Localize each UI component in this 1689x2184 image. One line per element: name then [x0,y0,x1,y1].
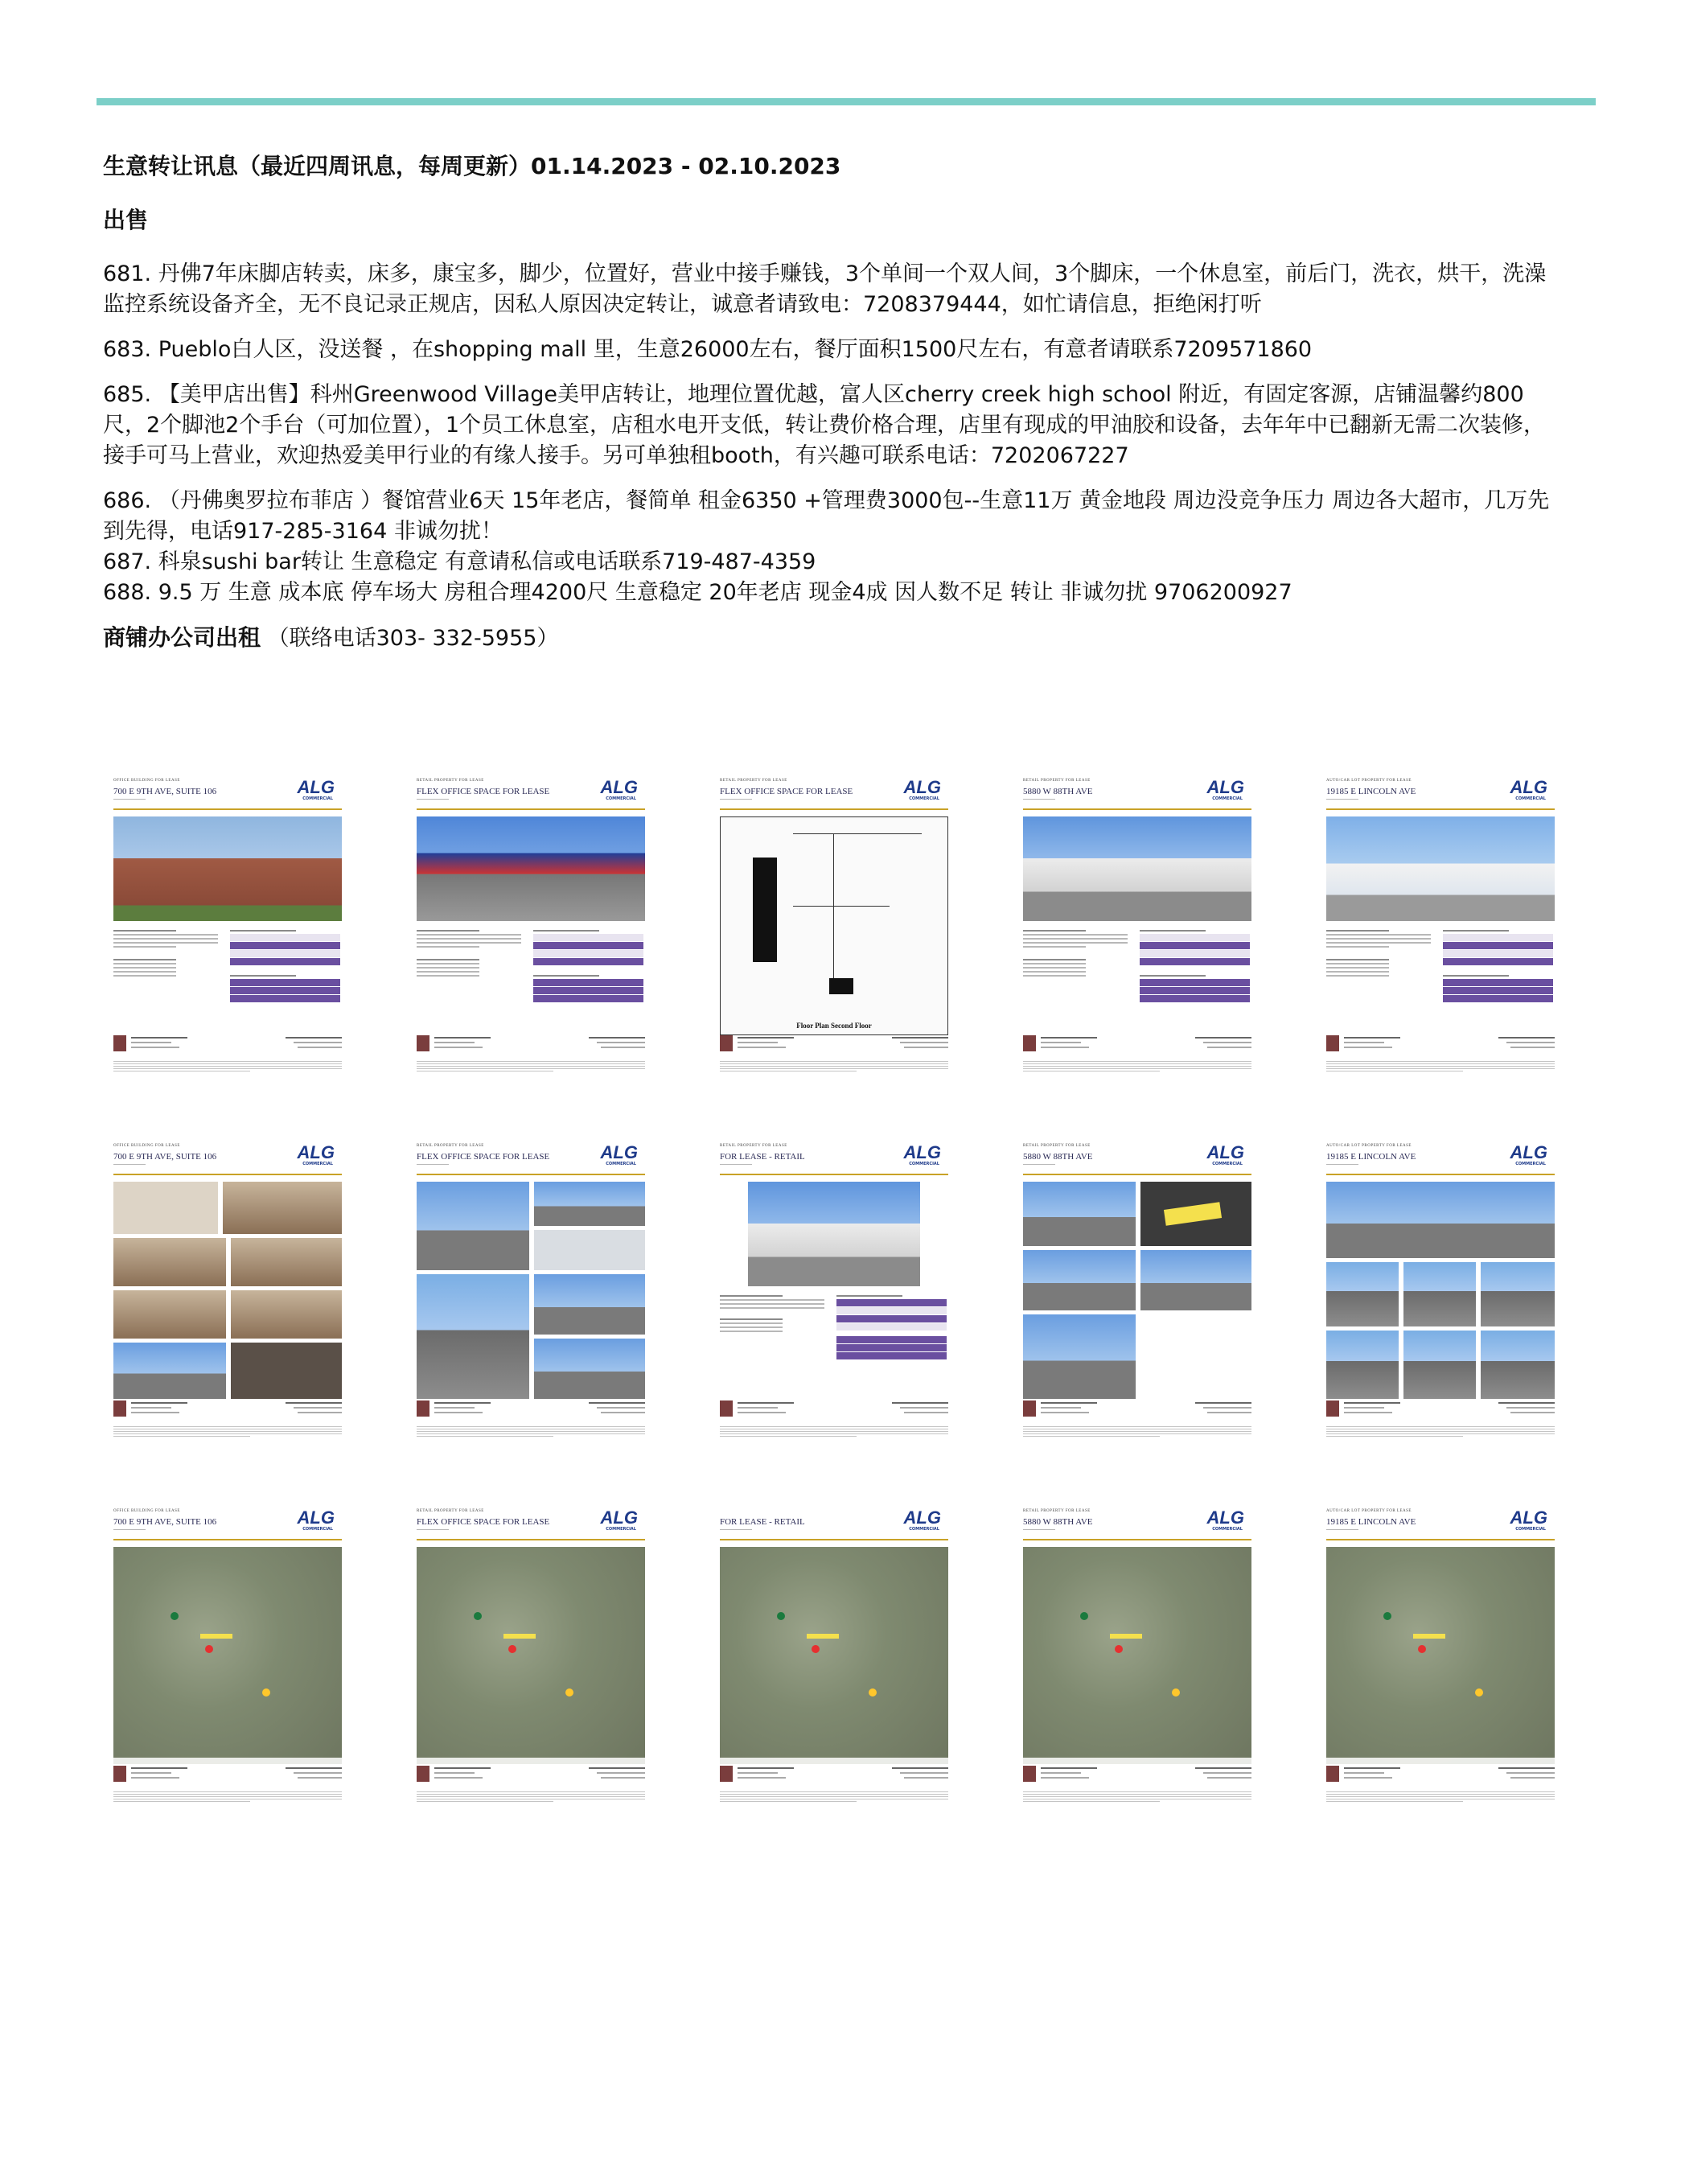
alg-logo-subtitle: COMMERCIAL [1212,796,1243,801]
agent-contact [1326,1766,1555,1783]
flyer-category: RETAIL PROPERTY FOR LEASE [417,1144,484,1148]
agent-contact [417,1400,645,1418]
alg-logo: ALG [903,777,941,797]
title-rule [720,1539,948,1540]
flyer-category: RETAIL PROPERTY FOR LEASE [720,779,787,783]
alg-logo: ALG [1510,1142,1547,1162]
agent-avatar [720,1035,733,1051]
alg-logo: ALG [1206,777,1244,797]
alg-logo: ALG [600,1507,638,1528]
disclaimer [417,1790,645,1804]
property-photo [1326,816,1555,921]
photo-collage [1326,1182,1555,1399]
alg-logo-subtitle: COMMERCIAL [302,1162,333,1166]
lease-flyer [111,1507,344,1824]
agent-avatar [113,1035,126,1051]
alg-logo-subtitle: COMMERCIAL [909,1162,939,1166]
property-details [720,1293,948,1393]
lease-flyer [1324,1141,1557,1459]
flyer-category: AUTO/CAR LOT PROPERTY FOR LEASE [1326,779,1412,783]
agent-contact [720,1766,948,1783]
title-rule [1023,1539,1251,1540]
agent-contact [720,1400,948,1418]
flyer-title: 19185 E LINCOLN AVE [1326,1517,1416,1527]
flyer-address-line [417,1164,449,1165]
agent-contact [113,1035,342,1053]
flyer-category: RETAIL PROPERTY FOR LEASE [1023,1144,1091,1148]
alg-logo-subtitle: COMMERCIAL [1515,1162,1546,1166]
title-rule [113,1174,342,1175]
flyer-category: OFFICE BUILDING FOR LEASE [113,1509,180,1513]
aerial-map [417,1547,645,1764]
disclaimer [1023,1059,1251,1073]
agent-avatar [417,1766,429,1782]
lease-flyer [1021,1507,1254,1824]
flyer-title: FLEX OFFICE SPACE FOR LEASE [720,787,853,796]
lease-flyer [414,776,647,1094]
agent-contact [1023,1035,1251,1053]
alg-logo-subtitle: COMMERCIAL [1212,1162,1243,1166]
lease-flyer [1324,1507,1557,1824]
alg-logo: ALG [297,1507,335,1528]
agent-avatar [113,1400,126,1417]
flyer-title: FLEX OFFICE SPACE FOR LEASE [417,1517,550,1527]
aerial-map [1023,1547,1251,1764]
photo-collage [1023,1182,1251,1399]
title-rule [720,1174,948,1175]
offering-summary-table [230,927,340,1003]
aerial-map [720,1547,948,1764]
agent-contact [1326,1035,1555,1053]
agent-avatar [1326,1400,1339,1417]
floor-plan-caption: Floor Plan Second Floor [796,1022,872,1030]
agent-contact [720,1035,948,1053]
flyer-category: RETAIL PROPERTY FOR LEASE [720,1144,787,1148]
flyer-category: OFFICE BUILDING FOR LEASE [113,1144,180,1148]
flyer-address-line [417,1529,449,1530]
agent-avatar [417,1035,429,1051]
agent-avatar [113,1766,126,1782]
alg-logo: ALG [903,1142,941,1162]
disclaimer [720,1059,948,1073]
flyer-title: 5880 W 88TH AVE [1023,1517,1093,1527]
flyer-address-line [1326,799,1358,800]
lease-heading: 商铺办公司出租 [103,624,261,651]
flyer-title: 5880 W 88TH AVE [1023,787,1093,796]
flyer-title: 5880 W 88TH AVE [1023,1152,1093,1162]
title-rule [720,808,948,810]
flyer-address-line [720,799,752,800]
flyer-address-line [113,799,146,800]
lease-flyer [717,1507,951,1824]
flyer-title: 19185 E LINCOLN AVE [1326,787,1416,796]
alg-logo-subtitle: COMMERCIAL [909,796,939,801]
property-details [113,927,342,1028]
title-rule [1023,1174,1251,1175]
agent-contact [1023,1400,1251,1418]
agent-contact [1326,1400,1555,1418]
flyer-category: RETAIL PROPERTY FOR LEASE [417,779,484,783]
agent-avatar [417,1400,429,1417]
lease-flyer [414,1141,647,1459]
agent-avatar [720,1400,733,1417]
alg-logo: ALG [297,777,335,797]
title-rule [1326,1539,1555,1540]
flyer-category: RETAIL PROPERTY FOR LEASE [417,1509,484,1513]
flyer-category: AUTO/CAR LOT PROPERTY FOR LEASE [1326,1144,1412,1148]
flyer-title: FLEX OFFICE SPACE FOR LEASE [417,1152,550,1162]
alg-logo-subtitle: COMMERCIAL [302,1527,333,1532]
property-photo [748,1182,920,1286]
title-rule [113,808,342,810]
disclaimer [1326,1790,1555,1804]
alg-logo-subtitle: COMMERCIAL [606,1527,636,1532]
flyer-title: FOR LEASE - RETAIL [720,1517,805,1527]
listing-685: 685. 【美甲店出售】科州Greenwood Village美甲店转让，地理位置优越，富人区cherry creek high school 附近，有固定客源，店铺温馨约800尺，2个脚池2个手台（可加位置），1个员工休息室，店租水电开支低，转让费价格合理，店里有现成的甲油胶和设备，去年年中已翻新无需二次装修，接手可马上营业，欢迎热爱美甲行业的有缘人接手。另可单独租booth，有兴趣可联系电话：7202067227 [103,382,1546,468]
flyer-address-line [1023,1529,1055,1530]
alg-logo: ALG [1510,777,1547,797]
agent-contact [113,1766,342,1783]
agent-avatar [720,1766,733,1782]
flyer-title: FOR LEASE - RETAIL [720,1152,805,1162]
disclaimer [1023,1790,1251,1804]
property-photo [113,816,342,921]
agent-avatar [1023,1766,1036,1782]
alg-logo-subtitle: COMMERCIAL [606,796,636,801]
listing-688: 688. 9.5 万 生意 成本底 停车场大 房租合理4200尺 生意稳定 20年老店 现金4成 因人数不足 转让 非诚勿扰 9706200927 [103,580,1292,605]
flyer-title: FLEX OFFICE SPACE FOR LEASE [417,787,550,796]
lease-flyer [717,776,951,1094]
floor-plan [720,816,948,1035]
alg-logo: ALG [1206,1507,1244,1528]
title-rule [417,1539,645,1540]
flyer-title: 700 E 9TH AVE, SUITE 106 [113,1517,217,1527]
agent-contact [113,1400,342,1418]
flyer-address-line [720,1164,752,1165]
flyer-address-line [720,1529,752,1530]
flyer-category: AUTO/CAR LOT PROPERTY FOR LEASE [1326,1509,1412,1513]
lease-flyer [717,1141,951,1459]
title-rule [417,808,645,810]
alg-logo-subtitle: COMMERCIAL [1515,796,1546,801]
aerial-map [113,1547,342,1764]
flyer-address-line [113,1164,146,1165]
page-title: 生意转让讯息（最近四周讯息，每周更新）01.14.2023 - 02.10.2023 [103,153,841,179]
offering-summary-table [836,1293,947,1360]
alg-logo-subtitle: COMMERCIAL [1515,1527,1546,1532]
disclaimer [113,1059,342,1073]
property-details [1326,927,1555,1028]
agent-contact [1023,1766,1251,1783]
title-rule [1326,808,1555,810]
listing-681: 681. 丹佛7年床脚店转卖，床多，康宝多，脚少，位置好，营业中接手赚钱，3个单间一个双人间，3个脚床，一个休息室，前后门，洗衣，烘干，洗澡监控系统设备齐全，无不良记录正规店，因私人原因决定转让，诚意者请致电：7208379444，如忙请信息，拒绝闲打听 [103,261,1547,317]
agent-avatar [1326,1035,1339,1051]
alg-logo-subtitle: COMMERCIAL [302,796,333,801]
disclaimer [720,1790,948,1804]
flyer-title: 19185 E LINCOLN AVE [1326,1152,1416,1162]
lease-flyer [1324,776,1557,1094]
lease-flyer [1021,776,1254,1094]
offering-summary-table [1443,927,1553,1003]
flyer-title: 700 E 9TH AVE, SUITE 106 [113,1152,217,1162]
alg-logo: ALG [297,1142,335,1162]
agent-contact [417,1035,645,1053]
disclaimer [1326,1059,1555,1073]
listing-687: 687. 科泉sushi bar转让 生意稳定 有意请私信或电话联系719-487-4359 [103,549,816,574]
alg-logo: ALG [600,777,638,797]
disclaimer [113,1790,342,1804]
photo-collage [417,1182,645,1399]
offering-summary-table [1140,927,1250,1003]
alg-logo: ALG [903,1507,941,1528]
flyer-category: OFFICE BUILDING FOR LEASE [113,779,180,783]
flyer-address-line [1023,1164,1055,1165]
flyer-category: RETAIL PROPERTY FOR LEASE [1023,1509,1091,1513]
alg-logo-subtitle: COMMERCIAL [909,1527,939,1532]
alg-logo: ALG [1510,1507,1547,1528]
property-details [1023,927,1251,1028]
listing-686: 686. （丹佛奥罗拉布菲店 ）餐馆营业6天 15年老店，餐简单 租金6350 +管理费3000包--生意11万 黄金地段 周边没竞争压力 周边各大超市，几万先到先得，电话917-285-3164 非诚勿扰！ [103,488,1550,544]
sale-heading: 出售 [103,207,149,233]
flyer-address-line [417,799,449,800]
title-rule [1023,808,1251,810]
flyer-address-line [113,1529,146,1530]
lease-phone: （联络电话303- 332-5955） [267,626,559,651]
alg-logo-subtitle: COMMERCIAL [606,1162,636,1166]
alg-logo-subtitle: COMMERCIAL [1212,1527,1243,1532]
agent-avatar [1023,1035,1036,1051]
property-photo [1023,816,1251,921]
title-rule [113,1539,342,1540]
flyer-address-line [1326,1529,1358,1530]
aerial-map [1326,1547,1555,1764]
title-rule [1326,1174,1555,1175]
flyer-address-line [1023,799,1055,800]
disclaimer [113,1425,342,1438]
disclaimer [417,1425,645,1438]
lease-flyer [1021,1141,1254,1459]
lease-flyer [414,1507,647,1824]
listing-683: 683. Pueblo白人区，没送餐 ，在shopping mall 里，生意26000左右，餐厅面积1500尺左右，有意者请联系7209571860 [103,337,1313,362]
disclaimer [1023,1425,1251,1438]
article-body [103,151,1551,654]
title-rule [417,1174,645,1175]
agent-avatar [1326,1766,1339,1782]
disclaimer [720,1425,948,1438]
property-photo [417,816,645,921]
offering-summary-table [533,927,643,1003]
agent-contact [417,1766,645,1783]
lease-flyer [111,1141,344,1459]
disclaimer [417,1059,645,1073]
alg-logo: ALG [600,1142,638,1162]
lease-flyer [111,776,344,1094]
photo-collage [113,1182,342,1399]
flyer-address-line [1326,1164,1358,1165]
property-details [417,927,645,1028]
top-divider [97,98,1596,105]
flyer-title: 700 E 9TH AVE, SUITE 106 [113,787,217,796]
flyer-category: RETAIL PROPERTY FOR LEASE [1023,779,1091,783]
disclaimer [1326,1425,1555,1438]
agent-avatar [1023,1400,1036,1417]
alg-logo: ALG [1206,1142,1244,1162]
